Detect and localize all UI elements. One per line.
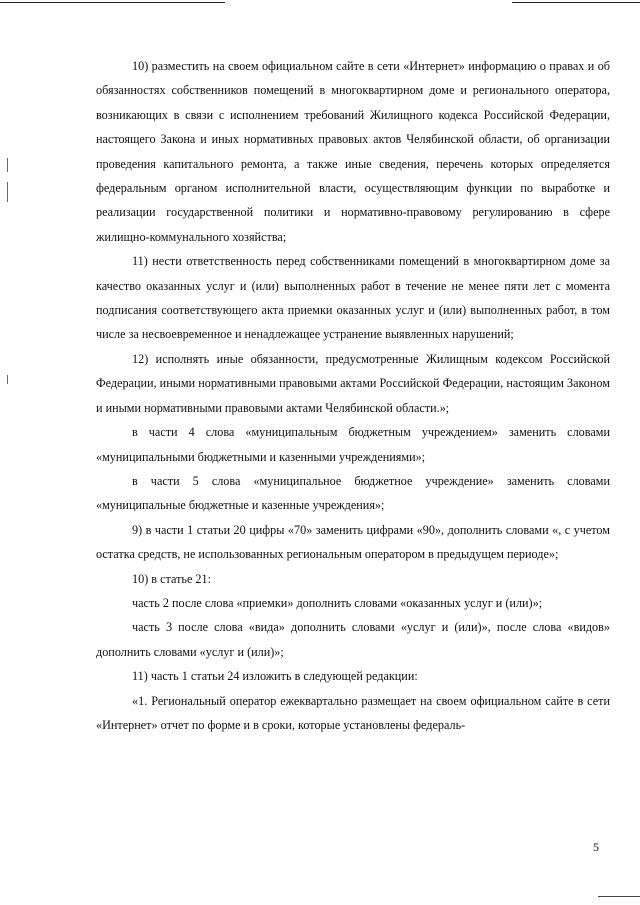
scan-margin-mark [7,375,8,384]
paragraph: 9) в части 1 статьи 20 цифры «70» заменить цифрами «90», дополнить словами «, с учетом остатка средств, не использованных региональным оператором в предыдущем периоде»; [96,522,610,562]
paragraph: 11) нести ответственность перед собственниками помещений в многоквартирном доме за качество оказанных услуг и (или) выполненных работ в течение не менее пяти лет с момента подписания соответствующего акта приемки оказанных услуг и (или) выполненных работ, в том числе за несвоевременное и ненадлежащее устранение выявленных нарушений; [96,254,610,342]
paragraph: часть 3 после слова «вида» дополнить словами «услуг и (или)», после слова «видов» дополнить словами «услуг и (или)»; [96,620,610,659]
scan-margin-mark [7,158,8,172]
paragraph: 10) в статье 21: [132,571,211,586]
document-body [96,54,610,737]
paragraph: часть 2 после слова «приемки» дополнить словами «оказанных услуг и (или)»; [132,595,543,610]
page-number: 5 [593,840,599,854]
paragraph: «1. Региональный оператор ежеквартально размещает на своем официальном сайте в сети «Интернет» отчет по форме и в сроки, которые установлены федераль- [96,693,610,732]
paragraph: 11) часть 1 статьи 24 изложить в следующей редакции: [132,669,418,684]
paragraph: в части 5 слова «муниципальное бюджетное учреждение» заменить словами «муниципальные бюджетные и казенные учреждения»; [96,473,610,513]
scan-edge-line [0,2,225,3]
paragraph: 10) разместить на своем официальном сайте в сети «Интернет» информацию о правах и об обязанностях собственников помещений в многоквартирном доме и регионального оператора, возникающих в связи с исполнением требований Жилищного кодекса Российской Федерации, настоящего Закона и иных нормативных правовых актов Челябинской области, об организации проведения капитального ремонта, а также иные сведения, перечень которых определяется федеральным органом исполнительной власти, осуществляющим функции по выработке и реализации государственной политики и нормативно-правовому регулированию в сфере жилищно-коммунального хозяйства; [96,59,610,244]
paragraph: 12) исполнять иные обязанности, предусмотренные Жилищным кодексом Российской Федерации, иными нормативными правовыми актами Российской Федерации, настоящим Законом и иными нормативными правовыми актами Челябинской области.»; [96,351,610,415]
scan-edge-line [512,2,640,3]
scan-margin-mark [7,182,8,202]
scan-edge-line [598,896,640,897]
paragraph: в части 4 слова «муниципальным бюджетным учреждением» заменить словами «муниципальными бюджетными и казенными учреждениями»; [96,425,610,464]
